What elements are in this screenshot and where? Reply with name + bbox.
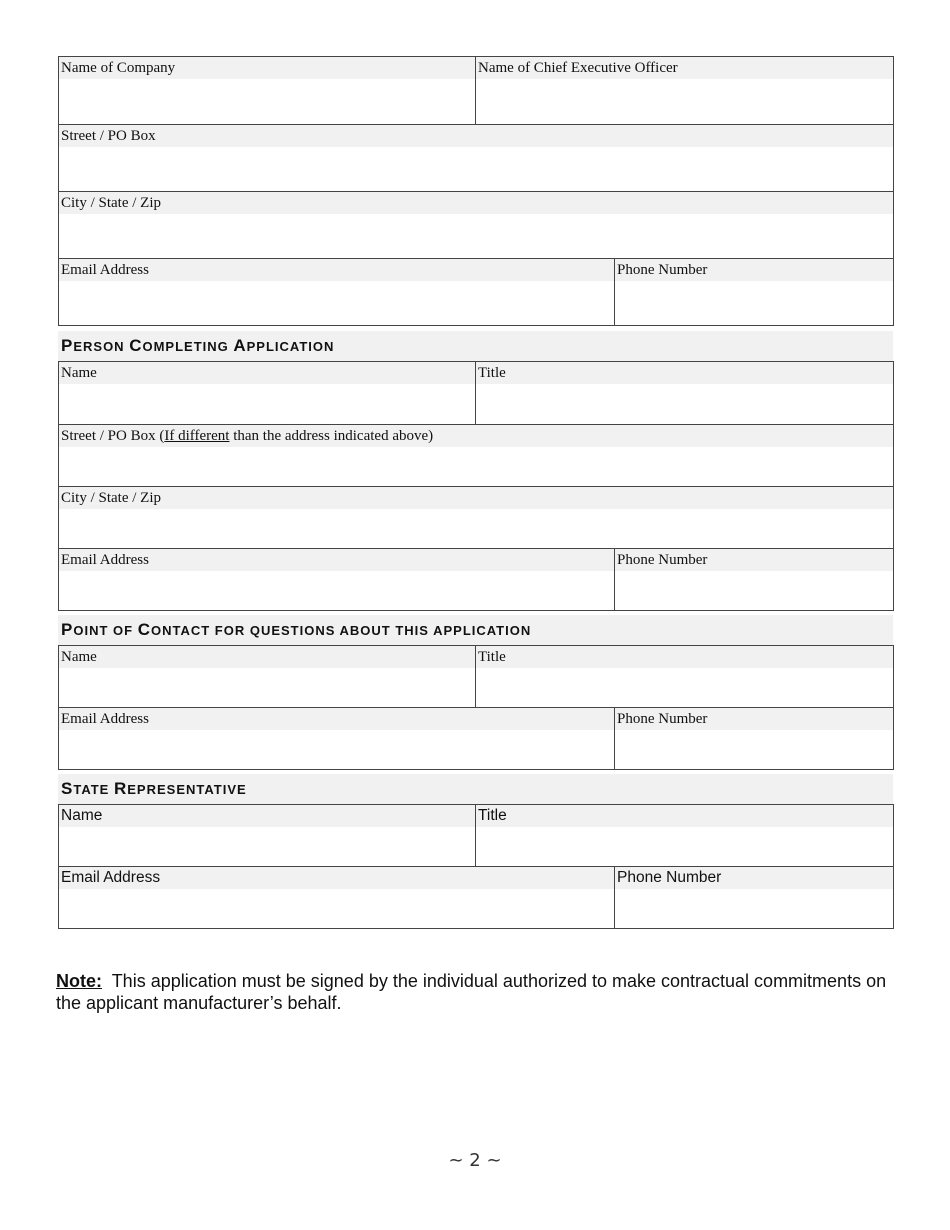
applicant-phone-field[interactable] xyxy=(615,549,894,611)
company-phone-label: Phone Number xyxy=(615,259,893,281)
rep-email-label: Email Address xyxy=(59,867,614,889)
company-phone-field[interactable] xyxy=(615,259,894,326)
signature-note xyxy=(56,970,896,1014)
contact-name-field[interactable] xyxy=(59,646,476,708)
rep-name-label: Name xyxy=(59,805,475,827)
point-of-contact-heading: POINT OF CONTACT FOR QUESTIONS ABOUT THIS APPLICATION xyxy=(58,615,893,645)
company-city-field[interactable] xyxy=(59,192,894,259)
rep-phone-label: Phone Number xyxy=(615,867,893,889)
applicant-name-label: Name xyxy=(59,362,475,384)
applicant-city-field[interactable] xyxy=(59,487,894,549)
company-city-label: City / State / Zip xyxy=(59,192,893,214)
ceo-name-field[interactable] xyxy=(476,57,894,125)
applicant-email-field[interactable] xyxy=(59,549,615,611)
applicant-phone-label: Phone Number xyxy=(615,549,893,571)
company-info-table xyxy=(58,56,894,326)
applicant-email-label: Email Address xyxy=(59,549,614,571)
contact-phone-label: Phone Number xyxy=(615,708,893,730)
ceo-name-label: Name of Chief Executive Officer xyxy=(476,57,893,79)
note-label: Note: xyxy=(56,971,102,991)
note-text: This application must be signed by the individual authorized to make contractual commitments on the applicant manufacturer’s behalf. xyxy=(56,971,887,1013)
applicant-street-label: Street / PO Box (If different than the address indicated above) xyxy=(59,425,893,447)
rep-phone-field[interactable] xyxy=(615,867,894,929)
applicant-title-label: Title xyxy=(476,362,893,384)
company-name-field[interactable] xyxy=(59,57,476,125)
state-representative-heading: STATE REPRESENTATIVE xyxy=(58,774,893,804)
state-representative-table xyxy=(58,804,894,929)
contact-title-label: Title xyxy=(476,646,893,668)
page-number: ~ 2 ~ xyxy=(448,1150,502,1171)
applicant-title-field[interactable] xyxy=(476,362,894,425)
company-email-label: Email Address xyxy=(59,259,614,281)
contact-email-field[interactable] xyxy=(59,708,615,770)
company-name-label: Name of Company xyxy=(59,57,475,79)
company-email-field[interactable] xyxy=(59,259,615,326)
contact-phone-field[interactable] xyxy=(615,708,894,770)
person-completing-table xyxy=(58,361,894,611)
person-completing-heading: PERSON COMPLETING APPLICATION xyxy=(58,331,893,361)
rep-name-field[interactable] xyxy=(59,805,476,867)
applicant-street-field[interactable] xyxy=(59,425,894,487)
rep-email-field[interactable] xyxy=(59,867,615,929)
contact-email-label: Email Address xyxy=(59,708,614,730)
rep-title-label: Title xyxy=(476,805,893,827)
applicant-city-label: City / State / Zip xyxy=(59,487,893,509)
company-street-field[interactable] xyxy=(59,125,894,192)
contact-title-field[interactable] xyxy=(476,646,894,708)
rep-title-field[interactable] xyxy=(476,805,894,867)
point-of-contact-table xyxy=(58,645,894,770)
applicant-name-field[interactable] xyxy=(59,362,476,425)
company-street-label: Street / PO Box xyxy=(59,125,893,147)
contact-name-label: Name xyxy=(59,646,475,668)
